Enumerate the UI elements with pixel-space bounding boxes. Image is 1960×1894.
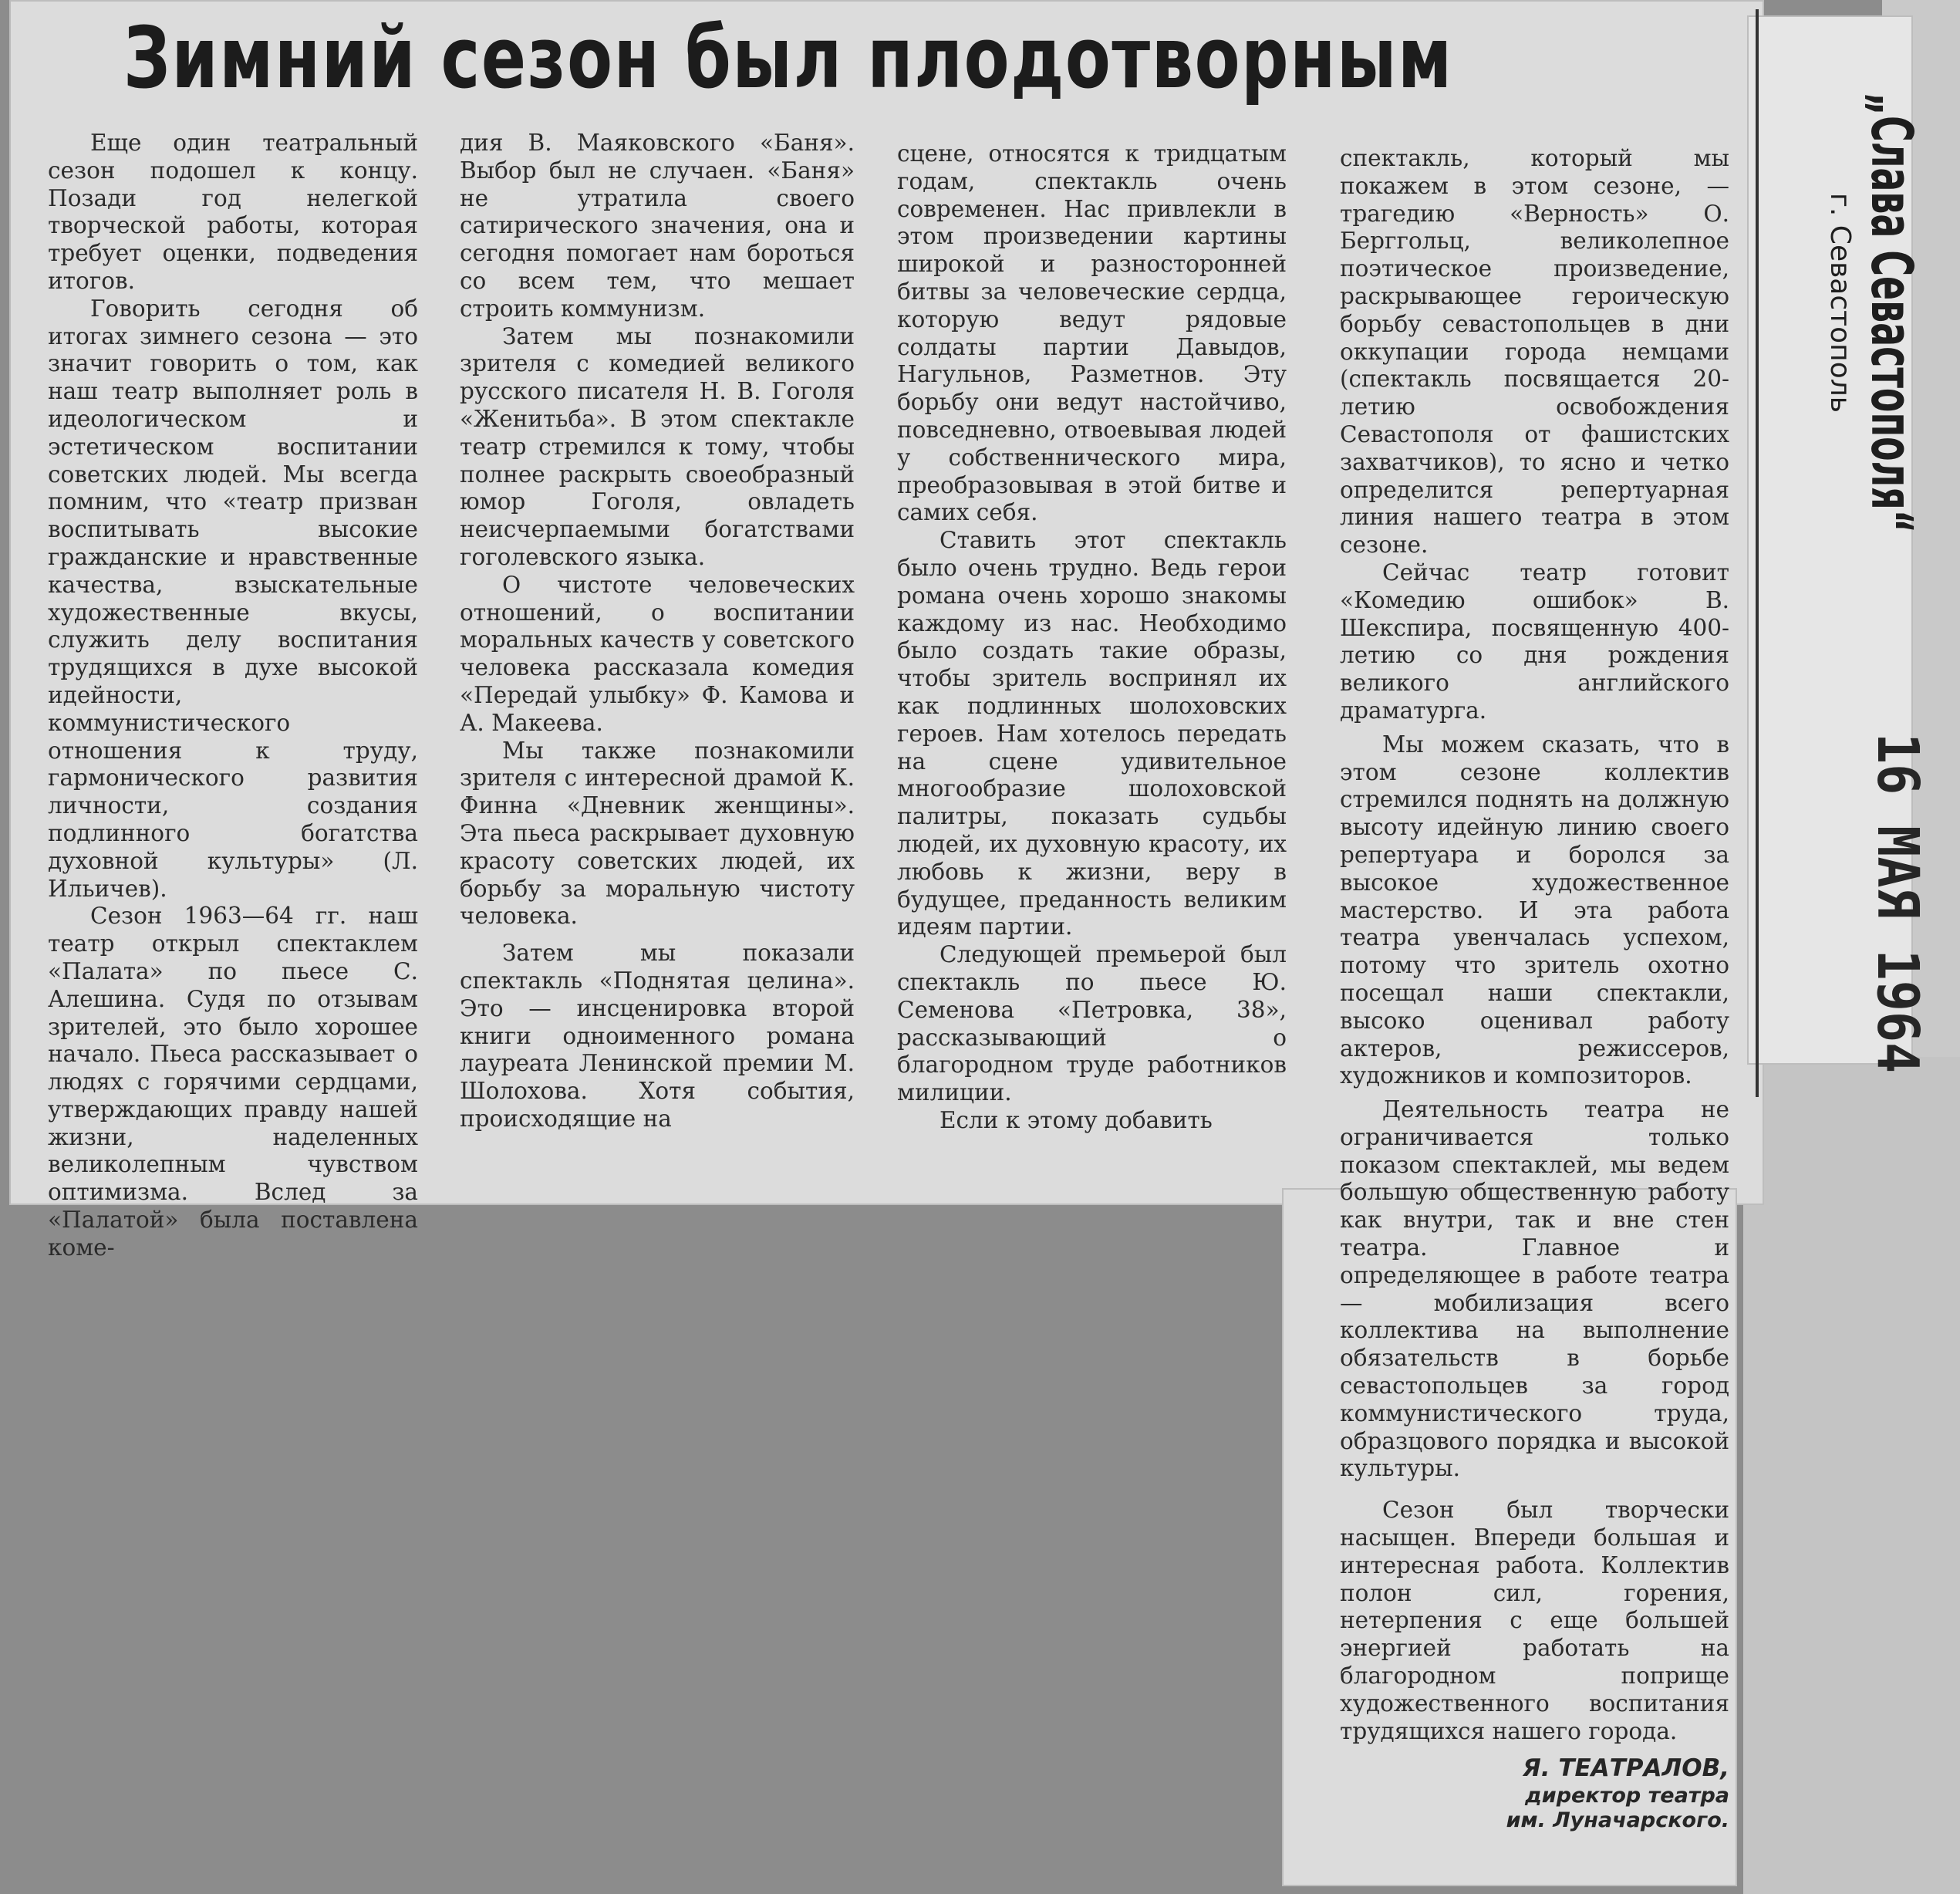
paragraph: Ставить этот спектакль было очень трудно. Ведь герои романа очень хорошо знакомы каждому из нас. Необходимо было создать такие образы, чтобы зритель воспринял их как подлинных шолоховских героев. Нам хотелось передать на сцене удивительное многообразие шолоховской палитры, показать судьбы людей, их духовную красоту, их любовь к жизни, веру в будущее, преданность великим идеям партии. — [897, 527, 1287, 940]
paragraph: О чистоте человеческих отношений, о воспитании моральных качеств у советского человека рассказала комедия «Передай улыбку» Ф. Камова и А. Макеева. — [460, 571, 855, 736]
author-institution: им. Луначарского. — [1506, 1808, 1729, 1833]
masthead-rotated — [1824, 93, 1931, 1142]
signature — [1340, 1753, 1729, 1833]
paragraph: Затем мы познакомили зрителя с комедией великого русского писателя Н. В. Гоголя «Женитьба». В этом спектакле театр стремился к тому, чтобы полнее раскрыть своеобразный юмор Гоголя, овладеть неисчерпаемыми богатствами гоголевского языка. — [460, 322, 855, 570]
newspaper-name: „Слава Севастополя“ — [1858, 93, 1925, 533]
date-stamp: 16 МАЯ 1964 — [1864, 733, 1931, 1074]
article-column-3 — [897, 140, 1287, 1135]
background-panel — [1743, 1057, 1960, 1894]
article-column-1 — [48, 130, 418, 1262]
author-role: директор театра — [1525, 1784, 1729, 1808]
paragraph: Деятельность театра не ограничивается только показом спектаклей, мы ведем большую общественную работу как внутри, так и вне стен театра. Главное и определяющее в работе театра — мобилизация всего коллектива на выполнение обязательств в борьбе севастопольцев за город коммунистического труда, образцового порядка и высокой культуры. — [1340, 1096, 1729, 1482]
article-column-4 — [1340, 145, 1729, 1833]
paragraph: Следующей премьерой был спектакль по пьесе Ю. Семенова «Петровка, 38», рассказывающий о благородном труде работников милиции. — [897, 941, 1287, 1106]
paragraph: Мы можем сказать, что в этом сезоне коллектив стремился поднять на должную высоту идейную линию своего репертуара и боролся за высокое художественное мастерство. И эта работа театра увенчалась успехом, потому что зритель охотно посещал наши спектакли, высоко оценивал работу актеров, режиссеров, художников и композиторов. — [1340, 731, 1729, 1089]
author-name: Я. ТЕАТРАЛОВ, — [1522, 1754, 1729, 1783]
headline: Зимний сезон был плодотворным — [123, 8, 1453, 107]
paragraph: Говорить сегодня об итогах зимнего сезона — это значит говорить о том, как наш театр выполняет роль в идеологическом и эстетическом воспитании советских людей. Мы всегда помним, что «театр призван воспитывать высокие гражданские и нравственные качества, взыскательные художественные вкусы, служить делу воспитания трудящихся в духе высокой идейности, коммунистического отношения к труду, гармонического развития личности, создания подлинного богатства духовной культуры» (Л. Ильичев). — [48, 295, 418, 902]
paragraph: Еще один театральный сезон подошел к концу. Позади год нелегкой творческой работы, которая требует оценки, подведения итогов. — [48, 130, 418, 294]
newspaper-city: г. Севастополь — [1824, 193, 1856, 413]
paragraph: Сезон 1963—64 гг. наш театр открыл спектаклем «Палата» по пьесе С. Алешина. Судя по отзывам зрителей, это было хорошее начало. Пьеса рассказывает о людях с горячими сердцами, утверждающих правду нашей жизни, наделенных великолепным чувством оптимизма. Вслед за «Палатой» была поставлена коме- — [48, 903, 418, 1261]
paragraph: Сейчас театр готовит «Комедию ошибок» В. Шекспира, посвященную 400-летию со дня рождения великого английского драматурга. — [1340, 559, 1729, 724]
column-rule — [1756, 9, 1759, 1097]
paragraph: дия В. Маяковского «Баня». Выбор был не случаен. «Баня» не утратила своего сатирического значения, она и сегодня помогает нам бороться со всем тем, что мешает строить коммунизм. — [460, 130, 855, 322]
article-column-2 — [460, 130, 855, 1133]
paragraph: Сезон был творчески насыщен. Впереди большая и интересная работа. Коллектив полон сил, горения, нетерпения с еще большей энергией работать на благородном поприще художественного воспитания трудящихся нашего города. — [1340, 1497, 1729, 1744]
paragraph: Если к этому добавить — [940, 1106, 1213, 1133]
paragraph: Затем мы показали спектакль «Поднятая целина». Это — инсценировка второй книги одноименного романа лауреата Ленинской премии М. Шолохова. Хотя события, происходящие на — [460, 940, 855, 1132]
paragraph: сцене, относятся к тридцатым годам, спектакль очень современен. Нас привлекли в этом произведении картины широкой и разносторонней битвы за человеческие сердца, которую ведут рядовые солдаты партии Давыдов, Нагульнов, Разметнов. Эту борьбу они ведут настойчиво, повседневно, отвоевывая людей у собственнического мира, преобразовывая в этой битве и самих себя. — [897, 140, 1287, 526]
paragraph: Мы также познакомили зрителя с интересной драмой К. Финна «Дневник женщины». Эта пьеса раскрывает духовную красоту советских людей, их борьбу за моральную чистоту человека. — [460, 737, 855, 930]
paragraph: спектакль, который мы покажем в этом сезоне, — трагедию «Верность» О. Берггольц, великолепное поэтическое произведение, раскрывающее героическую борьбу севастопольцев в дни оккупации города немцами (спектакль посвящается 20-летию освобождения Севастополя от фашистских захватчиков), то ясно и четко определится репертуарная линия нашего театра в этом сезоне. — [1340, 145, 1729, 559]
